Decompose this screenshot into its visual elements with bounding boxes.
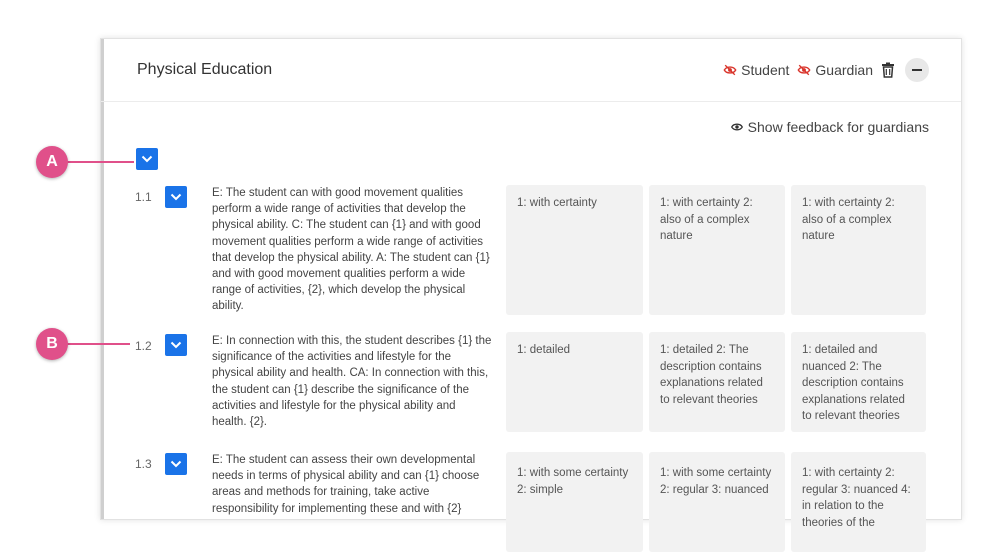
row-checkbox[interactable]	[165, 453, 187, 475]
chevron-down-icon	[170, 341, 182, 349]
row-checkbox[interactable]	[165, 334, 187, 356]
eye-off-icon	[797, 63, 811, 77]
row-description: E: The student can with good movement qualities perform a wide range of activities that develop the physical ability. C: The student can {1} and with good movement qualities perform a wide range of activities that develop the physical ability. A: The student can {1} and with good movement qualities perform a wide range of activities, {2}, which develop the physical ability.	[212, 187, 490, 313]
row-description: E: In connection with this, the student describes {1} the significance of the activities and lifestyle for the physical ability and health. CA: In connection with this, the student can {1} describe the significance of the activities and lifestyle for the physical ability and health. {2}.	[212, 335, 492, 429]
level-cell[interactable]: 1: detailed 2: The description contains explanations related to relevant theories	[649, 332, 785, 432]
select-all-checkbox[interactable]	[136, 148, 158, 170]
chevron-down-icon	[141, 155, 153, 163]
annotation-b-line	[66, 343, 130, 345]
level-cell[interactable]: 1: with certainty 2: also of a complex nature	[649, 185, 785, 315]
annotation-b-marker: B	[36, 328, 68, 360]
header-actions	[723, 58, 929, 82]
card-accent-bar	[101, 39, 104, 519]
show-feedback-toggle[interactable]	[731, 119, 929, 135]
student-label: Student	[741, 62, 790, 78]
eye-icon	[731, 122, 743, 132]
row-number: 1.1	[135, 190, 152, 204]
row-description: E: The student can assess their own developmental needs in terms of physical ability and can {1} choose areas and methods for training, take active responsibility for implementing these and with {2}	[212, 454, 480, 515]
level-cell[interactable]: 1: detailed	[506, 332, 643, 432]
annotation-a-line	[66, 161, 134, 163]
subject-card	[100, 38, 962, 529]
level-cell[interactable]: 1: with certainty 2: regular 3: nuanced 4: in relation to the theories of the	[791, 452, 926, 552]
chevron-down-icon	[170, 193, 182, 201]
subject-title: Physical Education	[137, 61, 273, 78]
row-checkbox[interactable]	[165, 186, 187, 208]
collapse-button[interactable]	[905, 58, 929, 82]
eye-off-icon	[723, 63, 737, 77]
minus-icon	[912, 69, 922, 71]
trash-icon[interactable]	[881, 62, 895, 78]
feedback-label: Show feedback for guardians	[747, 119, 929, 135]
card-header	[101, 39, 961, 102]
annotation-a-marker: A	[36, 146, 68, 178]
student-visibility-toggle[interactable]	[723, 62, 789, 78]
row-number: 1.3	[135, 457, 152, 471]
level-cell[interactable]: 1: with certainty	[506, 185, 643, 315]
guardian-visibility-toggle[interactable]	[797, 62, 873, 78]
level-cell[interactable]: 1: with certainty 2: also of a complex nature	[791, 185, 926, 315]
row-number: 1.2	[135, 339, 152, 353]
level-cell[interactable]: 1: with some certainty 2: regular 3: nuanced	[649, 452, 785, 552]
level-cell[interactable]: 1: with some certainty 2: simple	[506, 452, 643, 552]
level-cell[interactable]: 1: detailed and nuanced 2: The description contains explanations related to relevant theories	[791, 332, 926, 432]
guardian-label: Guardian	[815, 62, 873, 78]
chevron-down-icon	[170, 460, 182, 468]
